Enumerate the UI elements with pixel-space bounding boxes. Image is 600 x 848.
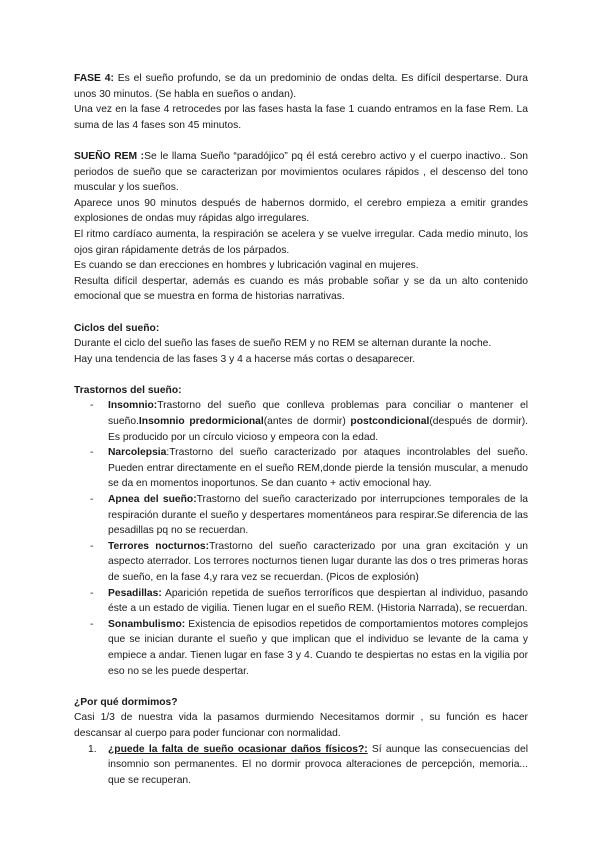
- insomnio-pre-text: (antes de dormir): [263, 416, 351, 428]
- rem-paragraph-5: Resulta difícil despertar, además es cuando es más probable soñar y se da un alto contenido emocional que se muestra en forma de historias narrativas.: [74, 275, 528, 303]
- insomnio-pre-term: Insomnio predormicional: [138, 416, 264, 428]
- spacer: [74, 133, 528, 149]
- rem-paragraph-2: Aparece unos 90 minutos después de habernos dormido, el cerebro empieza a emitir grandes explosiones de ondas muy rápidas algo irregulares.: [74, 197, 528, 225]
- sonambulismo-term: Sonambulismo:: [108, 618, 186, 630]
- sonambulismo-text: Existencia de episodios repetidos de comportamientos motores complejos que se inician durante el sueño y que implican que el individuo se levante de la cama y empiece a andar. Tienen lugar en fase 3 y 4. Cuando te despiertas no estas en la vigilia por eso no se les puede despertar.: [108, 618, 528, 677]
- pesadillas-text: Aparición repetida de sueños terroríficos que despiertan al individuo, pasando éste a un estado de vigilia. Tienen lugar en el sueño REM. (Historia Narrada), se recuerdan.: [108, 587, 528, 615]
- list-item-apnea: [74, 492, 528, 539]
- terrores-term: Terrores nocturnos:: [108, 540, 210, 552]
- porque-paragraph: Casi 1/3 de nuestra vida la pasamos durmiendo Necesitamos dormir , su función es hacer descansar al cuerpo para poder funcionar con normalidad.: [74, 712, 528, 739]
- apnea-term: Apnea del sueño:: [108, 494, 197, 506]
- ciclos-title: Ciclos del sueño:: [74, 322, 160, 334]
- insomnio-post-term: postcondicional: [350, 416, 430, 428]
- rem-paragraph-3: El ritmo cardíaco aumenta, la respiración se acelera y se vuelve irregular. Cada medio minuto, los ojos giran rápidamente detrás de los párpados.: [74, 228, 528, 256]
- terrores-text: Trastorno del sueño caracterizado por una gran excitación y un aspecto aterrador. Los terrores nocturnos tienen lugar durante las dos o tres primeras horas de sueño, en la fase 4,y rara vez se recuerdan. (Picos de explosión): [108, 540, 528, 583]
- spacer: [74, 305, 528, 321]
- list-item-terrores: [74, 539, 528, 586]
- spacer: [74, 367, 528, 383]
- rem-paragraph: [74, 149, 528, 196]
- rem-text: Se le llama Sueño “paradójico” pq él está cerebro activo y el cuerpo inactivo.. Son periodos de sueño que se caracterizan por movimientos oculares rápidos , el descenso del tono muscular y los sueños.: [74, 150, 528, 194]
- rem-paragraph-4: Es cuando se dan erecciones en hombres y lubricación vaginal en mujeres.: [74, 260, 419, 272]
- insomnio-text: Trastorno del sueño que conlleva problemas para conciliar o mantener el sueño.: [108, 400, 528, 428]
- fase4-label: FASE 4:: [74, 73, 114, 84]
- list-item-1: [74, 742, 528, 789]
- fase4-text: Es el sueño profundo, se da un predominio de ondas delta. Es difícil despertarse. Dura unos 30 minutos. (Se habla en sueños o andan).: [74, 73, 528, 100]
- trastornos-list: [74, 398, 528, 679]
- narcolepsia-text: :Trastorno del sueño caracterizado por ataques incontrolables del sueño. Pueden entrar directamente en el sueño REM,donde pierde la tensión muscular, a menudo se da en momentos inoportunos. Se dan cuanto + activ emocional hay.: [108, 447, 528, 490]
- list-item-insomnio: [74, 398, 528, 445]
- list-item-narcolepsia: [74, 445, 528, 492]
- item1-text: Sí aunque las consecuencias del insomnio son permanentes. El no dormir provoca alteraciones de percepción, memoria... que se recuperan.: [108, 743, 528, 786]
- fase4-paragraph: [74, 71, 528, 102]
- spacer: [74, 679, 528, 695]
- item1-term: ¿puede la falta de sueño ocasionar daños físicos?:: [108, 743, 368, 755]
- insomnio-term: Insomnio:: [108, 400, 158, 412]
- list-item-sonambulismo: [74, 617, 528, 679]
- list-item-pesadillas: [74, 586, 528, 617]
- ciclos-paragraph-1: Durante el ciclo del sueño las fases de sueño REM y no REM se alternan durante la noche.: [74, 338, 492, 350]
- trastornos-title: Trastornos del sueño:: [74, 384, 182, 396]
- pesadillas-term: Pesadillas:: [108, 587, 162, 599]
- rem-label: SUEÑO REM :: [74, 150, 145, 162]
- fase4-paragraph-2: Una vez en la fase 4 retrocedes por las fases hasta la fase 1 cuando entramos en la fase Rem. La suma de las 4 fases son 45 minutos.: [74, 104, 528, 131]
- ciclos-paragraph-2: Hay una tendencia de las fases 3 y 4 a hacerse más cortas o desaparecer.: [74, 353, 416, 365]
- porque-title: ¿Por qué dormimos?: [74, 696, 178, 708]
- list-number: 1.: [88, 743, 97, 755]
- porque-list: [74, 742, 528, 789]
- insomnio-post-text: (después de dormir). Es producido por un círculo vicioso y empeora con la edad.: [108, 416, 528, 443]
- apnea-text: Trastorno del sueño caracterizado por interrupciones temporales de la respiración durante el sueño y despertares momentáneos para respirar.Se diferencia de las pesadillas pq no se recuerdan.: [108, 494, 529, 537]
- narcolepsia-term: Narcolepsia: [108, 447, 167, 459]
